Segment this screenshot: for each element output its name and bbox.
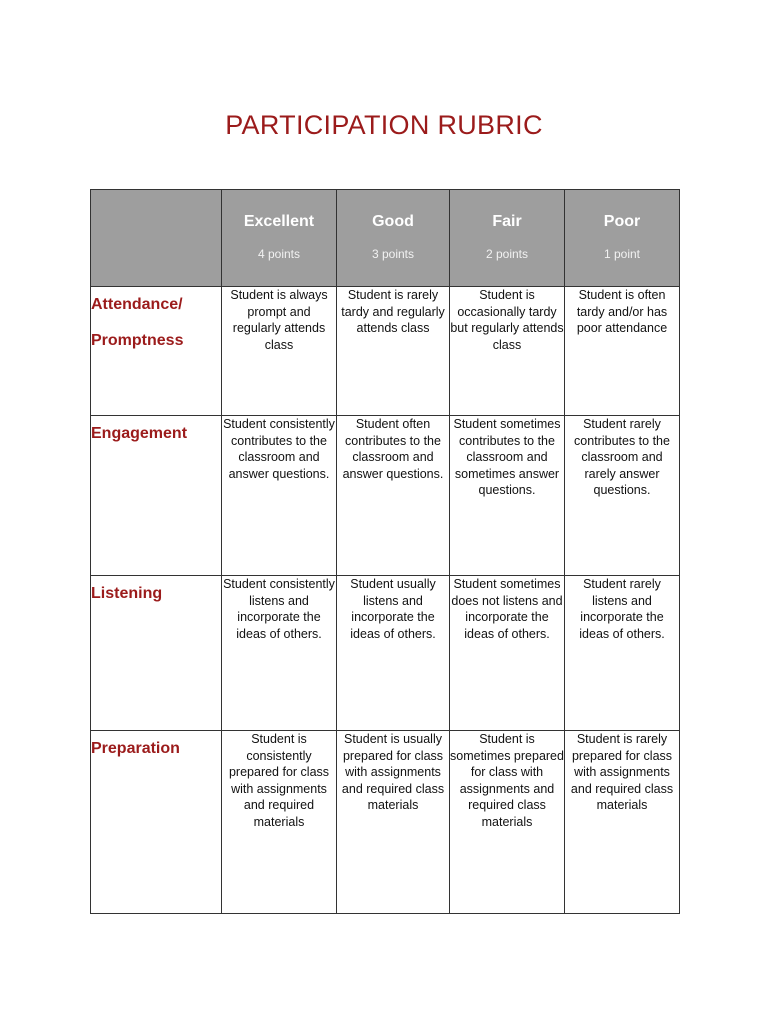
category-cell (91, 416, 222, 576)
category-label: Engagement (91, 425, 188, 442)
criteria-cell: Student is consistently prepared for class with assignments and required materials (222, 731, 337, 914)
level-name: Poor (603, 213, 641, 230)
criteria-cell: Student is usually prepared for class with assignments and required class materials (337, 731, 450, 914)
category-label: Preparation (91, 740, 180, 757)
level-points: 2 points (485, 247, 529, 261)
rubric-row-attendance (91, 287, 680, 416)
header-row (91, 190, 680, 287)
criteria-cell: Student consistently contributes to the classroom and answer questions. (222, 416, 337, 576)
category-cell (91, 576, 222, 731)
criteria-cell: Student rarely contributes to the classroom and rarely answer questions. (565, 416, 680, 576)
criteria-cell: Student sometimes does not listens and incorporate the ideas of others. (450, 576, 565, 731)
header-cell-good (337, 190, 450, 287)
level-points: 4 points (257, 247, 301, 261)
criteria-cell: Student is occasionally tardy but regularly attends class (450, 287, 565, 416)
header-cell-excellent (222, 190, 337, 287)
category-cell (91, 287, 222, 416)
criteria-cell: Student is rarely prepared for class with assignments and required class materials (565, 731, 680, 914)
rubric-row-preparation (91, 731, 680, 914)
criteria-cell: Student consistently listens and incorporate the ideas of others. (222, 576, 337, 731)
level-name: Fair (492, 213, 522, 230)
criteria-cell: Student sometimes contributes to the classroom and sometimes answer questions. (450, 416, 565, 576)
level-points: 3 points (371, 247, 415, 261)
category-cell (91, 731, 222, 914)
criteria-cell: Student often contributes to the classroom and answer questions. (337, 416, 450, 576)
header-cell-fair (450, 190, 565, 287)
header-corner-cell (91, 190, 222, 287)
criteria-cell: Student is sometimes prepared for class with assignments and required class materials (450, 731, 565, 914)
level-name: Good (372, 213, 414, 230)
criteria-cell: Student is always prompt and regularly attends class (222, 287, 337, 416)
rubric-row-engagement (91, 416, 680, 576)
page-title: PARTICIPATION RUBRIC (225, 110, 543, 140)
criteria-cell: Student is rarely tardy and regularly attends class (337, 287, 450, 416)
level-name: Excellent (243, 213, 315, 230)
category-label: Attendance/ (91, 296, 183, 313)
rubric-table (90, 189, 680, 914)
header-cell-poor (565, 190, 680, 287)
category-label: Listening (91, 585, 163, 602)
level-points: 1 point (603, 247, 641, 261)
criteria-cell: Student is often tardy and/or has poor attendance (565, 287, 680, 416)
criteria-cell: Student rarely listens and incorporate the ideas of others. (565, 576, 680, 731)
category-label: Promptness (91, 332, 184, 349)
criteria-cell: Student usually listens and incorporate the ideas of others. (337, 576, 450, 731)
rubric-row-listening (91, 576, 680, 731)
